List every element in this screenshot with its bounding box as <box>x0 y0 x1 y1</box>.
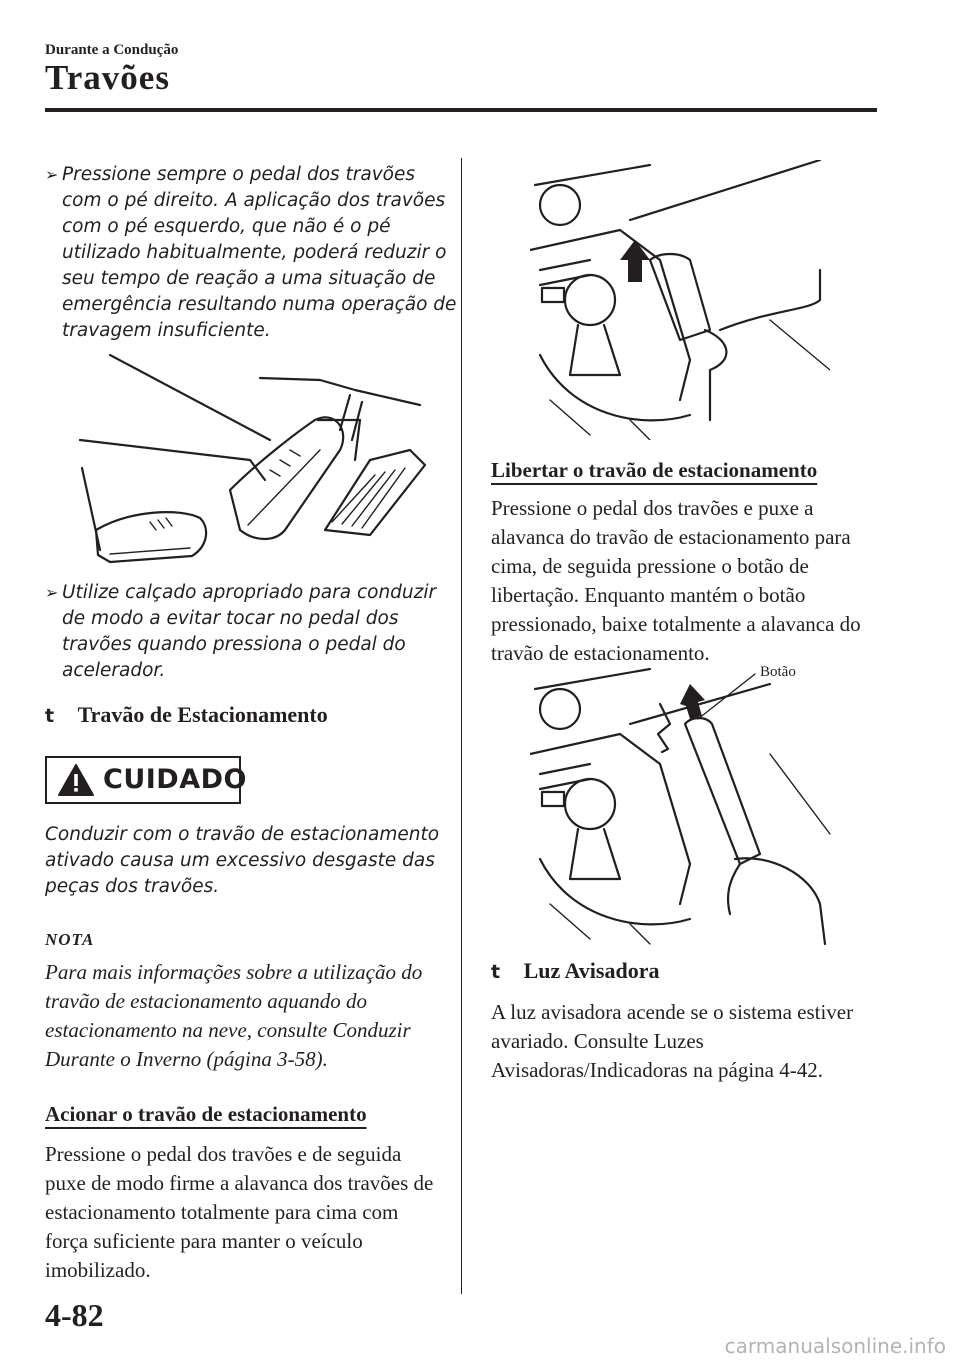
warning-triangle-icon <box>57 763 95 797</box>
parking-brake-heading <box>45 702 328 728</box>
note-text: Para mais informações sobre a utilização do travão de estacionamento aquando do estacionamento na neve, consulte Conduzir Durante o Inverno (página 3-58). <box>45 960 423 1071</box>
arrow-bullet-icon: ➢ <box>45 165 59 184</box>
warning-light-text: A luz avisadora acende se o sistema estiver avariado. Consulte Luzes Avisadoras/Indicadoras na página 4-42. <box>491 1000 854 1082</box>
heading-text: Luz Avisadora <box>523 958 660 983</box>
section-marker-icon: t <box>491 961 501 983</box>
arrow-bullet-icon: ➢ <box>45 583 59 602</box>
page-title: Travões <box>45 58 170 97</box>
caution-box <box>45 756 247 804</box>
warning-item-footwear <box>45 580 457 684</box>
warning-text: Pressione sempre o pedal dos travões com o pé direito. A aplicação dos travões com o pé esquerdo, que não é o pé utilizado habitualmente, poderá reduzir o seu tempo de reação a uma situação de emergência resultando numa operação de travagem insuficiente. <box>62 164 457 341</box>
column-divider <box>461 158 462 1294</box>
parking-brake-release-illustration <box>530 664 840 949</box>
note-title: NOTA <box>45 930 95 949</box>
title-rule <box>45 108 877 112</box>
section-header: Durante a Condução <box>45 42 179 58</box>
release-parking-brake-heading: Libertar o travão de estacionamento <box>491 458 818 482</box>
button-callout-label: Botão <box>760 664 796 680</box>
warning-item-left-foot <box>45 162 457 344</box>
warning-light-heading <box>491 958 659 984</box>
heading-text: Travão de Estacionamento <box>77 702 328 727</box>
watermark: carmanualsonline.info <box>724 1334 946 1358</box>
release-parking-brake-text: Pressione o pedal dos travões e puxe a alavanca do travão de estacionamento para cima, de seguida pressione o botão de libertação. Enquanto mantém o botão pressionado, baixe totalmente a alavanca do travão de estacionamento. <box>491 496 861 665</box>
parking-brake-lever-up-illustration <box>530 160 830 440</box>
caution-text: Conduzir com o travão de estacionamento ativado causa um excessivo desgaste das peças dos travões. <box>45 824 440 897</box>
page-number: 4-82 <box>45 1297 104 1333</box>
pedal-footwear-illustration <box>70 350 430 575</box>
apply-parking-brake-heading: Acionar o travão de estacionamento <box>45 1102 367 1126</box>
caution-label: CUIDADO <box>103 764 247 795</box>
apply-parking-brake-text: Pressione o pedal dos travões e de seguida puxe de modo firme a alavanca dos travões de estacionamento totalmente para cima com força suficiente para manter o veículo imobilizado. <box>45 1142 434 1282</box>
section-marker-icon: t <box>45 705 55 727</box>
warning-text: Utilize calçado apropriado para conduzir de modo a evitar tocar no pedal dos travões quando pressiona o pedal do acelerador. <box>62 582 437 681</box>
